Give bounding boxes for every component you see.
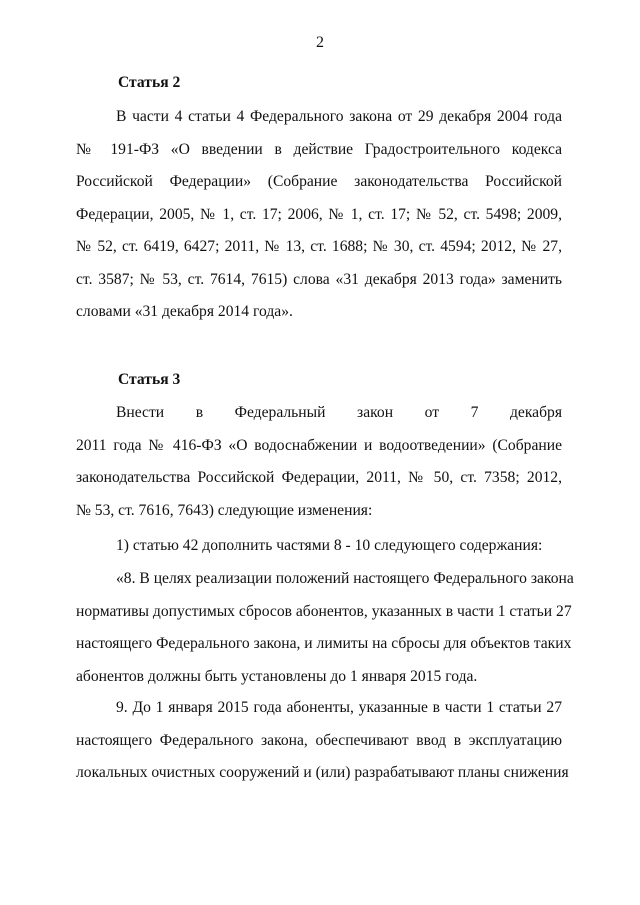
text-line: 9. До 1 января 2015 года абоненты, указанные в части 1 статьи 27 bbox=[116, 699, 562, 716]
article-3-item-1 bbox=[76, 530, 562, 563]
text-line: № 53, ст. 7616, 7643) следующие изменения: bbox=[76, 501, 373, 519]
text-line: № 52, ст. 6419, 6427; 2011, № 13, ст. 1688; № 30, ст. 4594; 2012, № 27, bbox=[76, 238, 562, 255]
text-line: В части 4 статьи 4 Федерального закона от 29 декабря 2004 года bbox=[116, 108, 562, 125]
part-9-paragraph bbox=[76, 692, 569, 790]
text-line: нормативы допустимых сбросов абонентов, указанных в части 1 статьи 27 bbox=[76, 602, 572, 620]
article-3-intro-paragraph bbox=[76, 397, 562, 527]
article-3-heading: Статья 3 bbox=[118, 371, 181, 388]
text-line: настоящего Федерального закона, обеспечивают ввод в эксплуатацию bbox=[76, 731, 562, 749]
part-8-paragraph bbox=[76, 563, 574, 693]
article-2-heading: Статья 2 bbox=[118, 74, 181, 91]
text-line: Внести в Федеральный закон от 7 декабря bbox=[116, 404, 562, 421]
text-line: настоящего Федерального закона, и лимиты на сбросы для объектов таких bbox=[76, 635, 572, 652]
text-line: локальных очистных сооружений и (или) разрабатывают планы снижения bbox=[76, 764, 569, 781]
text-line: 1) статью 42 дополнить частями 8 - 10 следующего содержания: bbox=[116, 537, 543, 554]
text-line: Российской Федерации» (Собрание законодательства Российской bbox=[76, 173, 562, 190]
text-line: абонентов должны быть установлены до 1 января 2015 года. bbox=[76, 667, 478, 685]
page-number: 2 bbox=[316, 34, 324, 51]
article-2-paragraph bbox=[76, 101, 562, 329]
text-line: № 191-ФЗ «О введении в действие Градостроительного кодекса bbox=[76, 140, 562, 158]
text-line: словами «31 декабря 2014 года». bbox=[76, 303, 293, 320]
text-line: 2011 года № 416-ФЗ «О водоснабжении и водоотведении» (Собрание bbox=[76, 436, 562, 454]
text-line: «8. В целях реализации положений настоящего Федерального закона bbox=[116, 570, 574, 587]
text-line: законодательства Российской Федерации, 2011, № 50, ст. 7358; 2012, bbox=[76, 469, 562, 486]
text-line: ст. 3587; № 53, ст. 7614, 7615) слова «31 декабря 2013 года» заменить bbox=[76, 270, 562, 288]
text-line: Федерации, 2005, № 1, ст. 17; 2006, № 1, ст. 17; № 52, ст. 5498; 2009, bbox=[76, 205, 562, 223]
